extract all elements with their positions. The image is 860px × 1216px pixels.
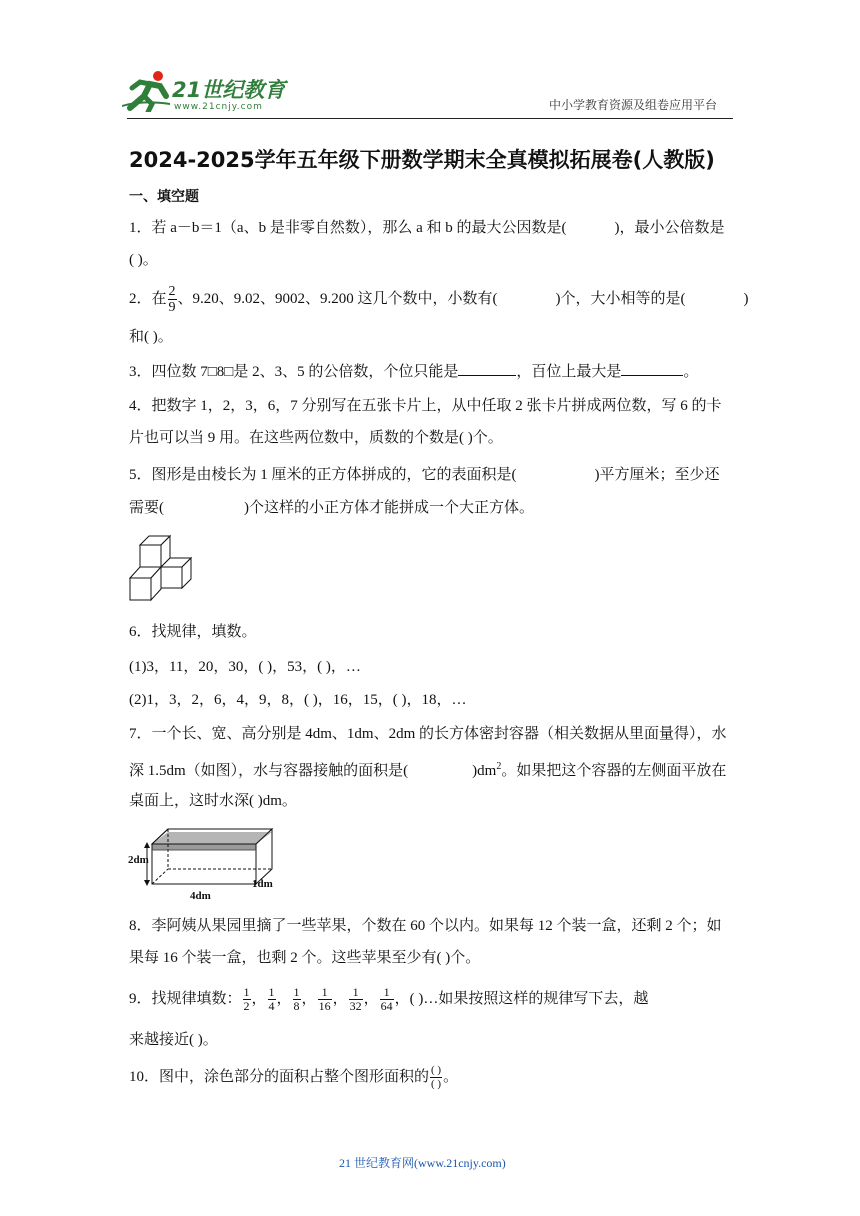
q1-text-b: )，最小公倍数是 (614, 220, 725, 236)
question-4-line-2: 片也可以当 9 用。在这些两位数中，质数的个数是( )个。 (129, 430, 503, 446)
q2-fraction-den: 9 (168, 300, 176, 315)
q9-fraction-num: 1 (293, 985, 300, 999)
question-4-line-1: 4．把数字 1，2，3，6，7 分别写在五张卡片上，从中任取 2 张卡片拼成两位数，写 6 的卡 (129, 398, 722, 414)
q10-text-b: 。 (443, 1068, 459, 1085)
q9-fraction-num: 1 (243, 985, 250, 999)
q9-fraction-num: 1 (380, 986, 394, 1000)
dim-width-label: 1dm (252, 878, 273, 890)
q7-text-a: 深 1.5dm（如图），水与容器接触的面积是( (129, 763, 409, 779)
q9-fraction-den: 32 (349, 999, 362, 1013)
question-2-line-1 (129, 284, 749, 315)
platform-label: 中小学教育资源及组卷应用平台 (549, 98, 718, 112)
question-7-line-1: 7．一个长、宽、高分别是 4dm、1dm、2dm 的长方体密封容器（相关数据从里面量得），水 (129, 726, 727, 742)
cube-stack-figure (128, 534, 196, 604)
q9-separator: ， (301, 990, 317, 1007)
q9-fraction (243, 986, 251, 1013)
q9-fraction-den: 4 (268, 999, 275, 1013)
question-9-line-2: 来越接近( )。 (129, 1032, 218, 1048)
q9-text-b: ，( )…如果按照这样的规律写下去，越 (394, 990, 649, 1007)
q9-fraction-den: 8 (293, 999, 300, 1013)
question-6-part-1: (1)3，11，20，30，( )，53，( )，… (129, 659, 361, 675)
q9-separator: ， (276, 990, 292, 1007)
q5-text-c: 需要( (129, 500, 164, 516)
q5-text-d: )个这样的小正方体才能拼成一个大正方体。 (244, 500, 534, 516)
q10-answer-fraction[interactable] (430, 1064, 442, 1091)
q3-text-c: 。 (683, 364, 699, 380)
header-rule (127, 118, 733, 119)
section-heading: 一、填空题 (129, 189, 199, 205)
logo-runner-icon (122, 70, 172, 112)
q2-fraction (168, 284, 177, 315)
question-1-line-2: ( )。 (129, 252, 158, 268)
q9-fraction (380, 986, 394, 1013)
q7-superscript: 2 (496, 761, 502, 772)
dim-height-label: 2dm (128, 854, 149, 866)
q9-separator: ， (363, 990, 379, 1007)
question-9-line-1 (129, 986, 648, 1013)
question-5-line-2 (129, 498, 534, 518)
q2-text-d: ) (743, 290, 749, 307)
q9-text-a: 9．找规律填数： (129, 990, 242, 1007)
footer-link[interactable]: 21 世纪教育网(www.21cnjy.com) (339, 1156, 506, 1170)
question-7-line-3: 桌面上，这时水深( )dm。 (129, 793, 297, 809)
q9-fraction-den: 2 (243, 999, 250, 1013)
water-box-figure (128, 820, 278, 904)
q9-separator: ， (251, 990, 267, 1007)
q9-fraction (293, 986, 301, 1013)
question-5-line-1 (129, 465, 720, 485)
q3-text-b: ，百位上最大是 (516, 364, 622, 380)
q2-text-b: 、9.20、9.02、9002、9.200 这几个数中，小数有( (177, 290, 498, 307)
question-6-part-2: (2)1，3，2，6，4，9，8，( )，16，15，( )，18，… (129, 692, 467, 708)
q9-fraction-den: 16 (318, 999, 331, 1013)
q9-fraction (268, 986, 276, 1013)
q2-text-a: 2．在 (129, 290, 167, 307)
q9-fraction (349, 986, 363, 1013)
q7-text-c: 。如果把这个容器的左侧面平放在 (501, 763, 727, 779)
question-8-line-2: 果每 16 个装一盒，也剩 2 个。这些苹果至少有( )个。 (129, 950, 481, 966)
q2-fraction-num: 2 (168, 284, 176, 299)
q9-fraction-den: 64 (380, 999, 393, 1013)
q9-fraction-sequence (242, 985, 395, 1013)
q3-blank-units[interactable] (458, 375, 516, 376)
logo-url: www.21cnjy.com (174, 102, 263, 112)
question-3 (129, 362, 698, 382)
q7-text-b: )dm (472, 763, 497, 779)
q3-blank-hundreds[interactable] (621, 375, 683, 376)
q9-separator: ， (332, 990, 348, 1007)
question-10 (129, 1064, 458, 1091)
logo-text: 21世纪教育 (172, 78, 286, 102)
q9-fraction-num: 1 (268, 985, 275, 999)
q9-fraction (318, 986, 332, 1013)
q2-text-c: )个，大小相等的是( (555, 290, 686, 307)
q9-fraction-num: 1 (349, 986, 363, 1000)
dim-length-label: 4dm (190, 890, 211, 902)
page-title: 2024-2025学年五年级下册数学期末全真模拟拓展卷(人教版) (129, 148, 715, 172)
question-8-line-1: 8．李阿姨从果园里摘了一些苹果，个数在 60 个以内。如果每 12 个装一盒，还剩 2 个；如 (129, 918, 722, 934)
question-6-title: 6．找规律，填数。 (129, 624, 257, 640)
question-1-line-1 (129, 218, 724, 238)
q9-fraction-num: 1 (318, 986, 332, 1000)
question-2-line-2: 和( )。 (129, 329, 173, 345)
question-7-line-2 (129, 757, 726, 781)
q5-text-a: 5．图形是由棱长为 1 厘米的正方体拼成的，它的表面积是( (129, 467, 517, 483)
q1-text-a: 1．若 a－b＝1（a、b 是非零自然数），那么 a 和 b 的最大公因数是( (129, 220, 567, 236)
q3-text-a: 3．四位数 7□8□是 2、3、5 的公倍数，个位只能是 (129, 364, 459, 380)
q5-text-b: )平方厘米；至少还 (594, 467, 720, 483)
q10-numerator: ( ) (431, 1064, 442, 1076)
q10-text-a: 10．图中，涂色部分的面积占整个图形面积的 (129, 1068, 430, 1085)
logo (122, 68, 292, 114)
q10-denominator: ( ) (431, 1078, 442, 1090)
